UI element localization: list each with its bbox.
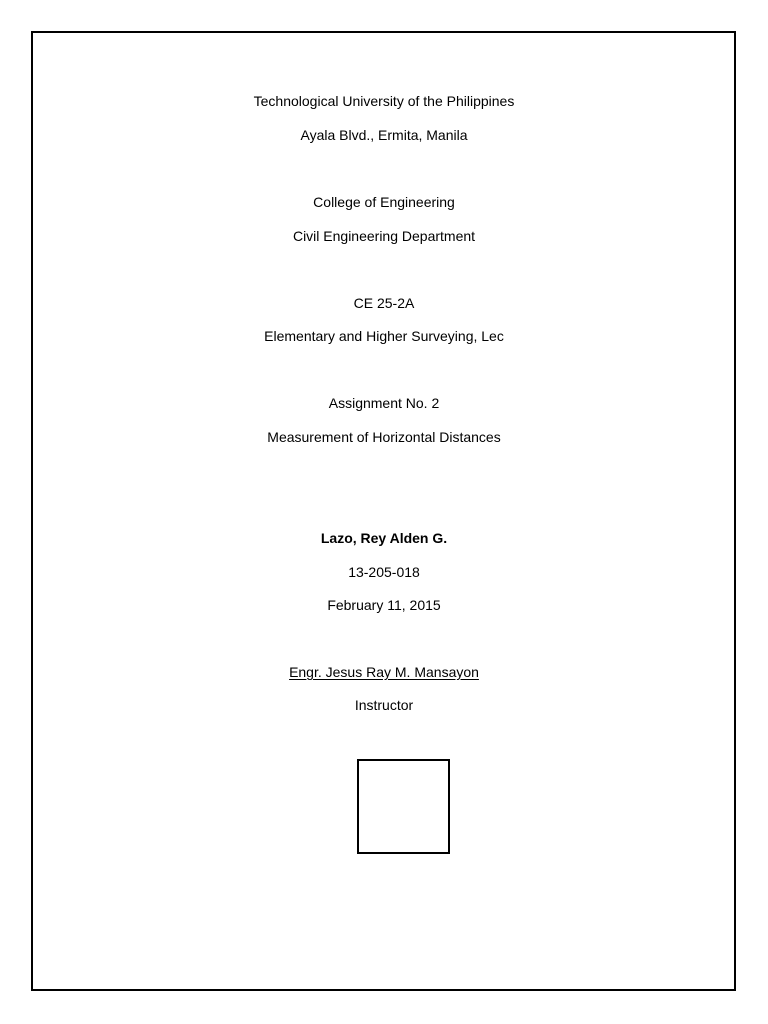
course-section: CE 25-2A: [353, 295, 415, 311]
photo-placeholder-box: [357, 759, 450, 854]
student-id: 13-205-018: [348, 564, 420, 580]
university-name: Technological University of the Philippines: [253, 93, 515, 109]
instructor-name: Engr. Jesus Ray M. Mansayon: [289, 664, 479, 680]
department-name: Civil Engineering Department: [292, 228, 476, 244]
university-address: Ayala Blvd., Ermita, Manila: [300, 127, 468, 143]
assignment-topic: Measurement of Horizontal Distances: [267, 429, 501, 445]
instructor-name-line: [0, 663, 768, 681]
college-name: College of Engineering: [313, 194, 455, 210]
submission-date: February 11, 2015: [327, 597, 441, 613]
instructor-role: Instructor: [354, 697, 414, 713]
assignment-number: Assignment No. 2: [328, 395, 440, 411]
student-name: Lazo, Rey Alden G.: [320, 530, 448, 546]
course-title: Elementary and Higher Surveying, Lec: [264, 328, 504, 344]
